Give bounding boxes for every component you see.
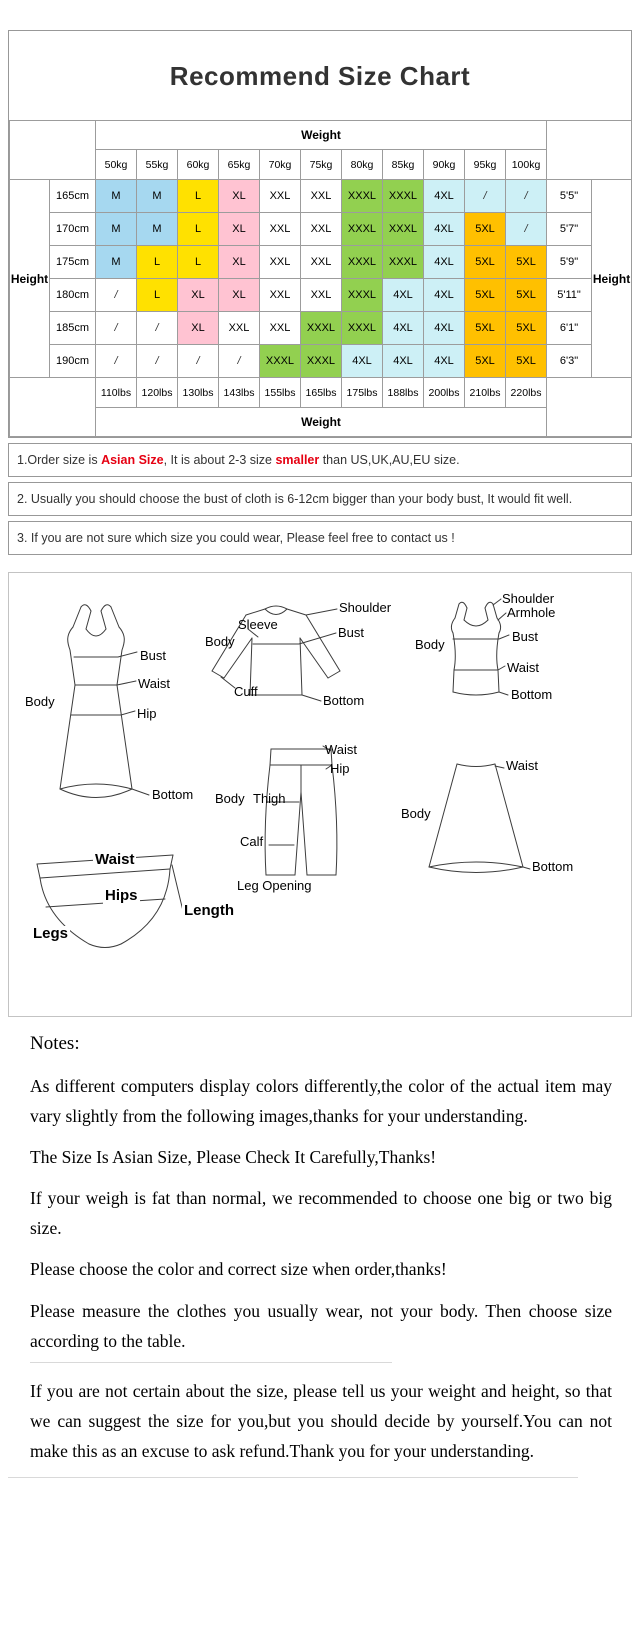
- size-cell: M: [137, 180, 178, 213]
- skirt-bottom-label: Bottom: [532, 859, 574, 874]
- skirt-waist-label: Waist: [506, 758, 539, 773]
- size-cell: XL: [219, 279, 260, 312]
- size-table: [9, 120, 632, 437]
- size-cell: XXXL: [342, 180, 383, 213]
- weight-lbs-header: 188lbs: [383, 378, 424, 408]
- dress-bust-label: Bust: [140, 648, 167, 663]
- size-cell: 5XL: [465, 312, 506, 345]
- size-cell: XXL: [260, 312, 301, 345]
- weight-lbs-header: 220lbs: [506, 378, 547, 408]
- pants-waist-label: Waist: [325, 742, 358, 757]
- weight-header-bottom: Weight: [96, 408, 547, 437]
- size-cell: L: [137, 279, 178, 312]
- size-cell: XL: [219, 213, 260, 246]
- size-cell: 5XL: [465, 279, 506, 312]
- height-ft: 6'1": [547, 312, 592, 345]
- size-cell: 5XL: [506, 345, 547, 378]
- pants-calf-label: Calf: [240, 834, 264, 849]
- weight-lbs-header: 165lbs: [301, 378, 342, 408]
- size-cell: /: [506, 213, 547, 246]
- size-cell: XXL: [260, 246, 301, 279]
- size-cell: 4XL: [342, 345, 383, 378]
- weight-kg-header: 100kg: [506, 150, 547, 180]
- page-title: Recommend Size Chart: [169, 61, 471, 91]
- height-cm: 180cm: [50, 279, 96, 312]
- size-cell: /: [465, 180, 506, 213]
- skirt-body-label: Body: [401, 806, 431, 821]
- notes-paragraph-refund: If you are not certain about the size, please tell us your weight and height, so that we can suggest the size for you,but you should decide by yourself.You can not make this as an excuse to ask refund.Thank you for your understanding.: [30, 1380, 612, 1461]
- size-cell: XXXL: [342, 279, 383, 312]
- note-text: 1.Order size is: [17, 453, 102, 467]
- weight-kg-header: 65kg: [219, 150, 260, 180]
- dress-waist-label: Waist: [138, 676, 171, 691]
- shirt-cuff-label: Cuff: [234, 684, 258, 699]
- vest-bust-label: Bust: [512, 629, 539, 644]
- size-cell: XXL: [301, 213, 342, 246]
- size-cell: XXXL: [342, 246, 383, 279]
- pants-leg-opening-label: Leg Opening: [237, 878, 312, 893]
- size-cell: 4XL: [424, 180, 465, 213]
- size-cell: XXXL: [383, 213, 424, 246]
- height-ft: 5'5": [547, 180, 592, 213]
- height-label-left: Height: [10, 180, 50, 378]
- size-cell: 4XL: [424, 213, 465, 246]
- vest-shoulder-label: Shoulder: [502, 591, 555, 606]
- size-cell: 4XL: [383, 312, 424, 345]
- size-cell: XXL: [301, 180, 342, 213]
- size-cell: 4XL: [383, 345, 424, 378]
- height-ft: 6'3": [547, 345, 592, 378]
- weight-lbs-header: 210lbs: [465, 378, 506, 408]
- note-smaller-highlight: smaller: [275, 453, 320, 467]
- height-ft: 5'9": [547, 246, 592, 279]
- size-cell: /: [96, 312, 137, 345]
- weight-header-top: Weight: [96, 121, 547, 150]
- size-cell: 5XL: [465, 213, 506, 246]
- vest-body-label: Body: [415, 637, 445, 652]
- note-bust-advice: 2. Usually you should choose the bust of cloth is 6-12cm bigger than your body bust, It would fit well.: [8, 482, 632, 516]
- height-ft: 5'11": [547, 279, 592, 312]
- pants-body-label: Body: [215, 791, 245, 806]
- vest-waist-label: Waist: [507, 660, 540, 675]
- size-cell: XXXL: [301, 345, 342, 378]
- size-cell: XXL: [260, 279, 301, 312]
- size-cell: M: [96, 246, 137, 279]
- size-cell: 4XL: [424, 279, 465, 312]
- shirt-bottom-label: Bottom: [323, 693, 365, 708]
- note-text: than US,UK,AU,EU size.: [319, 453, 460, 467]
- size-cell: XXXL: [383, 246, 424, 279]
- height-cm: 175cm: [50, 246, 96, 279]
- weight-lbs-header: 110lbs: [96, 378, 137, 408]
- notes-paragraph-colors: As different computers display colors differently,the color of the actual item may vary slightly from the following images,thanks for your understanding.: [30, 1076, 612, 1127]
- size-cell: M: [96, 213, 137, 246]
- corner-top-right: [547, 121, 632, 180]
- garment-diagram-panel: [8, 572, 632, 1017]
- weight-lbs-header: 155lbs: [260, 378, 301, 408]
- size-cell: XXL: [301, 279, 342, 312]
- size-cell: L: [178, 213, 219, 246]
- corner-top-left: [10, 121, 96, 180]
- vest-armhole-label: Armhole: [507, 605, 556, 620]
- size-cell: XXL: [260, 180, 301, 213]
- size-cell: XL: [219, 180, 260, 213]
- size-cell: 5XL: [506, 312, 547, 345]
- size-cell: XXXL: [383, 180, 424, 213]
- vest-bottom-label: Bottom: [511, 687, 553, 702]
- weight-kg-header: 75kg: [301, 150, 342, 180]
- height-cm: 170cm: [50, 213, 96, 246]
- size-cell: XXL: [219, 312, 260, 345]
- weight-kg-header: 55kg: [137, 150, 178, 180]
- divider-line: [30, 1362, 392, 1363]
- note-asian-size-highlight: Asian Size: [101, 453, 164, 467]
- size-cell: /: [137, 345, 178, 378]
- size-chart-panel: [8, 30, 632, 438]
- size-cell: XXXL: [301, 312, 342, 345]
- size-cell: M: [96, 180, 137, 213]
- briefs-legs-label: Legs: [33, 925, 69, 942]
- size-cell: /: [178, 345, 219, 378]
- note-contact-us: 3. If you are not sure which size you could wear, Please feel free to contact us !: [8, 521, 632, 555]
- weight-kg-header: 95kg: [465, 150, 506, 180]
- weight-lbs-header: 175lbs: [342, 378, 383, 408]
- pants-hip-label: Hip: [330, 761, 350, 776]
- corner-bottom-right: [547, 378, 632, 437]
- weight-kg-header: 50kg: [96, 150, 137, 180]
- briefs-hips-label: Hips: [105, 887, 138, 904]
- skirt-drawing: [429, 764, 530, 873]
- size-cell: 5XL: [506, 246, 547, 279]
- height-cm: 185cm: [50, 312, 96, 345]
- note-text: , It is about 2-3 size: [163, 453, 276, 467]
- height-ft: 5'7": [547, 213, 592, 246]
- size-cell: /: [219, 345, 260, 378]
- notes-paragraph-asian: The Size Is Asian Size, Please Check It Carefully,Thanks!: [30, 1147, 437, 1168]
- height-label-right: Height: [592, 180, 632, 378]
- size-cell: 5XL: [465, 345, 506, 378]
- shirt-sleeve-label: Sleeve: [238, 617, 278, 632]
- size-cell: 5XL: [465, 246, 506, 279]
- pants-thigh-label: Thigh: [253, 791, 286, 806]
- size-cell: 5XL: [506, 279, 547, 312]
- size-cell: 4XL: [383, 279, 424, 312]
- size-cell: /: [96, 279, 137, 312]
- size-cell: XXL: [301, 246, 342, 279]
- pants-drawing: [265, 746, 337, 875]
- size-cell: XXL: [260, 213, 301, 246]
- shirt-body-label: Body: [205, 634, 235, 649]
- size-cell: XXXL: [342, 213, 383, 246]
- notes-paragraph-measure: Please measure the clothes you usually wear, not your body. Then choose size according to the table.: [30, 1300, 612, 1351]
- weight-lbs-header: 130lbs: [178, 378, 219, 408]
- dress-hip-label: Hip: [137, 706, 157, 721]
- size-cell: 4XL: [424, 345, 465, 378]
- height-cm: 165cm: [50, 180, 96, 213]
- size-cell: XXXL: [342, 312, 383, 345]
- size-cell: /: [96, 345, 137, 378]
- corner-bottom-left: [10, 378, 96, 437]
- height-cm: 190cm: [50, 345, 96, 378]
- notes-panel: [30, 1033, 612, 1506]
- size-cell: 4XL: [424, 246, 465, 279]
- weight-kg-header: 80kg: [342, 150, 383, 180]
- size-cell: XL: [219, 246, 260, 279]
- size-cell: 4XL: [424, 312, 465, 345]
- weight-lbs-header: 143lbs: [219, 378, 260, 408]
- size-cell: XL: [178, 279, 219, 312]
- dress-body-label: Body: [25, 694, 55, 709]
- size-cell: L: [137, 246, 178, 279]
- size-cell: L: [178, 180, 219, 213]
- weight-kg-header: 85kg: [383, 150, 424, 180]
- weight-kg-header: 60kg: [178, 150, 219, 180]
- dress-bottom-label: Bottom: [152, 787, 194, 802]
- size-cell: /: [137, 312, 178, 345]
- shirt-shoulder-label: Shoulder: [339, 600, 392, 615]
- vest-drawing: [451, 599, 509, 695]
- notes-paragraph-order: Please choose the color and correct size when order,thanks!: [30, 1259, 447, 1280]
- briefs-length-label: Length: [184, 902, 234, 919]
- weight-kg-header: 70kg: [260, 150, 301, 180]
- size-cell: M: [137, 213, 178, 246]
- weight-lbs-header: 120lbs: [137, 378, 178, 408]
- weight-kg-header: 90kg: [424, 150, 465, 180]
- size-cell: /: [506, 180, 547, 213]
- briefs-waist-label: Waist: [95, 851, 135, 868]
- shirt-bust-label: Bust: [338, 625, 365, 640]
- notes-heading: Notes:: [30, 1033, 80, 1054]
- weight-lbs-header: 200lbs: [424, 378, 465, 408]
- dress-drawing: [60, 605, 149, 798]
- divider-line: [8, 1477, 578, 1478]
- size-cell: XXXL: [260, 345, 301, 378]
- size-cell: XL: [178, 312, 219, 345]
- size-cell: L: [178, 246, 219, 279]
- note-asian-size: [8, 443, 632, 477]
- notes-paragraph-weigh: If your weigh is fat than normal, we recommended to choose one big or two big size.: [30, 1188, 612, 1239]
